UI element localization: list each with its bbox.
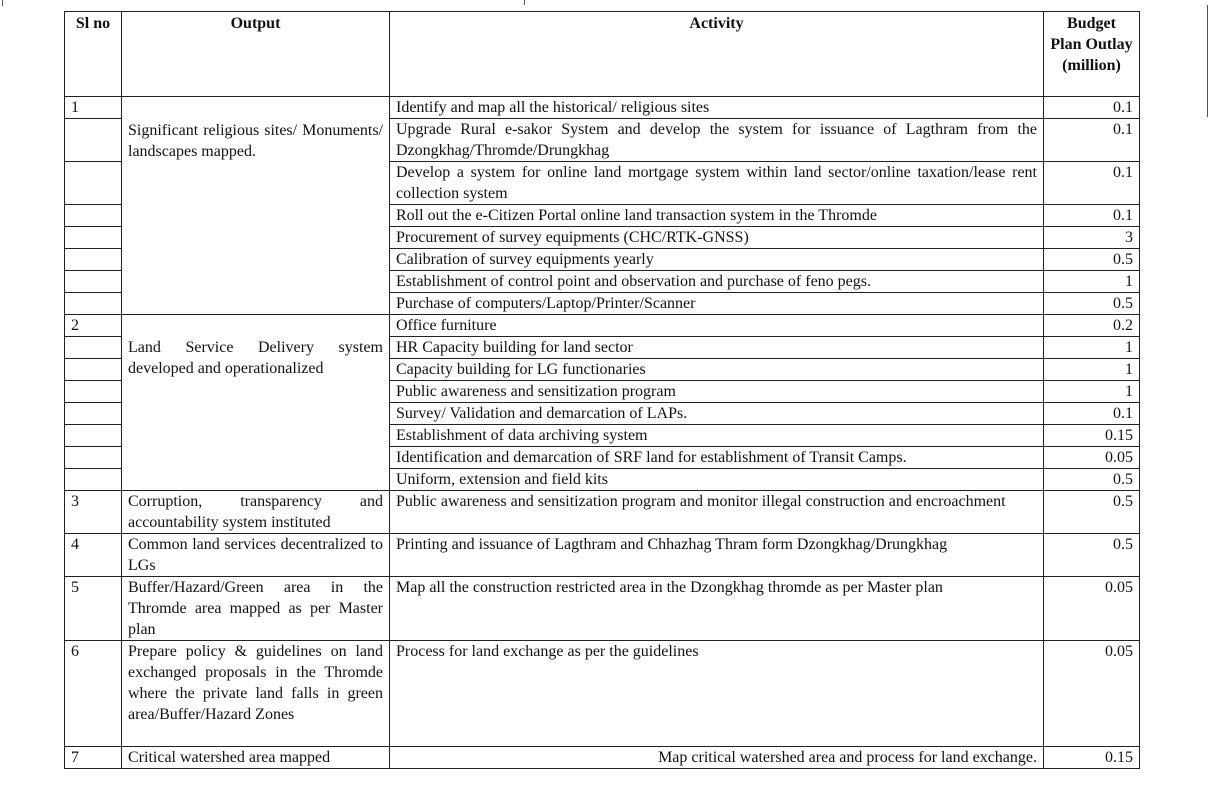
activity-cell: HR Capacity building for land sector xyxy=(390,337,1044,359)
budget-cell: 0.2 xyxy=(1044,315,1140,337)
sl-no-cell: 6 xyxy=(65,641,122,747)
activity-cell: Establishment of data archiving system xyxy=(390,425,1044,447)
activity-cell: Identification and demarcation of SRF land for establishment of Transit Camps. xyxy=(390,447,1044,469)
activity-cell: Upgrade Rural e-sakor System and develop the system for issuance of Lagthram from the Dzongkhag/Thromde/Drungkhag xyxy=(390,119,1044,162)
sl-no-cell xyxy=(65,359,122,381)
output-text: Land Service Delivery system developed and operationalized xyxy=(128,339,383,377)
output-cell xyxy=(122,315,390,491)
output-cell xyxy=(122,97,390,315)
page-edge-mark-mid xyxy=(524,0,525,5)
sl-no-cell xyxy=(65,271,122,293)
sl-no-cell xyxy=(65,447,122,469)
sl-no-cell: 7 xyxy=(65,747,122,769)
budget-cell: 1 xyxy=(1044,381,1140,403)
budget-cell: 0.1 xyxy=(1044,119,1140,162)
sl-no-cell: 2 xyxy=(65,315,122,337)
activity-cell: Survey/ Validation and demarcation of LAPs. xyxy=(390,403,1044,425)
budget-cell: 1 xyxy=(1044,359,1140,381)
activity-cell: Roll out the e-Citizen Portal online land transaction system in the Thromde xyxy=(390,205,1044,227)
activity-cell: Printing and issuance of Lagthram and Chhazhag Thram form Dzongkhag/Drungkhag xyxy=(390,534,1044,577)
sl-no-cell xyxy=(65,249,122,271)
budget-cell: 3 xyxy=(1044,227,1140,249)
header-activity: Activity xyxy=(390,12,1044,97)
activity-cell: Identify and map all the historical/ religious sites xyxy=(390,97,1044,119)
table-row xyxy=(65,534,1140,577)
output-cell: Corruption, transparency and accountability system instituted xyxy=(122,491,390,534)
sl-no-cell: 1 xyxy=(65,97,122,119)
activity-cell: Map critical watershed area and process for land exchange. xyxy=(390,747,1044,769)
sl-no-cell: 5 xyxy=(65,577,122,641)
budget-cell: 0.5 xyxy=(1044,293,1140,315)
sl-no-cell: 4 xyxy=(65,534,122,577)
sl-no-cell xyxy=(65,381,122,403)
activity-cell: Develop a system for online land mortgage system within land sector/online taxation/lease rent collection system xyxy=(390,162,1044,205)
activity-cell: Procurement of survey equipments (CHC/RTK-GNSS) xyxy=(390,227,1044,249)
activity-cell: Purchase of computers/Laptop/Printer/Scanner xyxy=(390,293,1044,315)
activity-cell: Capacity building for LG functionaries xyxy=(390,359,1044,381)
header-budget: Budget Plan Outlay (million) xyxy=(1044,12,1140,97)
budget-cell: 0.1 xyxy=(1044,162,1140,205)
sl-no-cell xyxy=(65,425,122,447)
page-edge-mark-right xyxy=(1207,5,1208,117)
sl-no-cell: 3 xyxy=(65,491,122,534)
budget-cell: 0.1 xyxy=(1044,403,1140,425)
table-row xyxy=(65,315,1140,337)
sl-no-cell xyxy=(65,293,122,315)
activity-cell: Uniform, extension and field kits xyxy=(390,469,1044,491)
sl-no-cell xyxy=(65,119,122,162)
activity-cell: Office furniture xyxy=(390,315,1044,337)
table-row xyxy=(65,747,1140,769)
sl-no-cell xyxy=(65,205,122,227)
sl-no-cell xyxy=(65,227,122,249)
budget-cell: 0.5 xyxy=(1044,249,1140,271)
table-row xyxy=(65,641,1140,747)
output-cell: Common land services decentralized to LGs xyxy=(122,534,390,577)
activity-cell: Establishment of control point and observation and purchase of feno pegs. xyxy=(390,271,1044,293)
budget-cell: 0.1 xyxy=(1044,97,1140,119)
budget-cell: 0.05 xyxy=(1044,641,1140,747)
activity-cell: Calibration of survey equipments yearly xyxy=(390,249,1044,271)
table-row xyxy=(65,97,1140,119)
budget-cell: 0.1 xyxy=(1044,205,1140,227)
budget-cell: 0.15 xyxy=(1044,747,1140,769)
budget-cell: 1 xyxy=(1044,337,1140,359)
sl-no-cell xyxy=(65,403,122,425)
output-cell: Prepare policy & guidelines on land exchanged proposals in the Thromde where the private land falls in green area/Buffer/Hazard Zones xyxy=(122,641,390,747)
budget-cell: 0.5 xyxy=(1044,534,1140,577)
output-text: Significant religious sites/ Monuments/ landscapes mapped. xyxy=(128,121,383,160)
output-cell: Buffer/Hazard/Green area in the Thromde area mapped as per Master plan xyxy=(122,577,390,641)
budget-cell: 1 xyxy=(1044,271,1140,293)
activity-cell: Public awareness and sensitization program xyxy=(390,381,1044,403)
header-output: Output xyxy=(122,12,390,97)
sl-no-cell xyxy=(65,469,122,491)
budget-cell: 0.05 xyxy=(1044,577,1140,641)
activity-cell: Map all the construction restricted area in the Dzongkhag thromde as per Master plan xyxy=(390,577,1044,641)
budget-table xyxy=(64,11,1140,769)
sl-no-cell xyxy=(65,337,122,359)
budget-cell: 0.15 xyxy=(1044,425,1140,447)
header-row xyxy=(65,12,1140,97)
sl-no-cell xyxy=(65,162,122,205)
activity-cell: Public awareness and sensitization program and monitor illegal construction and encroachment xyxy=(390,491,1044,534)
table-row xyxy=(65,577,1140,641)
output-cell: Critical watershed area mapped xyxy=(122,747,390,769)
page-edge-mark-left xyxy=(2,0,3,6)
table-row xyxy=(65,491,1140,534)
budget-cell: 0.5 xyxy=(1044,491,1140,534)
activity-cell: Process for land exchange as per the guidelines xyxy=(390,641,1044,747)
budget-cell: 0.5 xyxy=(1044,469,1140,491)
header-sl-no: Sl no xyxy=(65,12,122,97)
budget-cell: 0.05 xyxy=(1044,447,1140,469)
